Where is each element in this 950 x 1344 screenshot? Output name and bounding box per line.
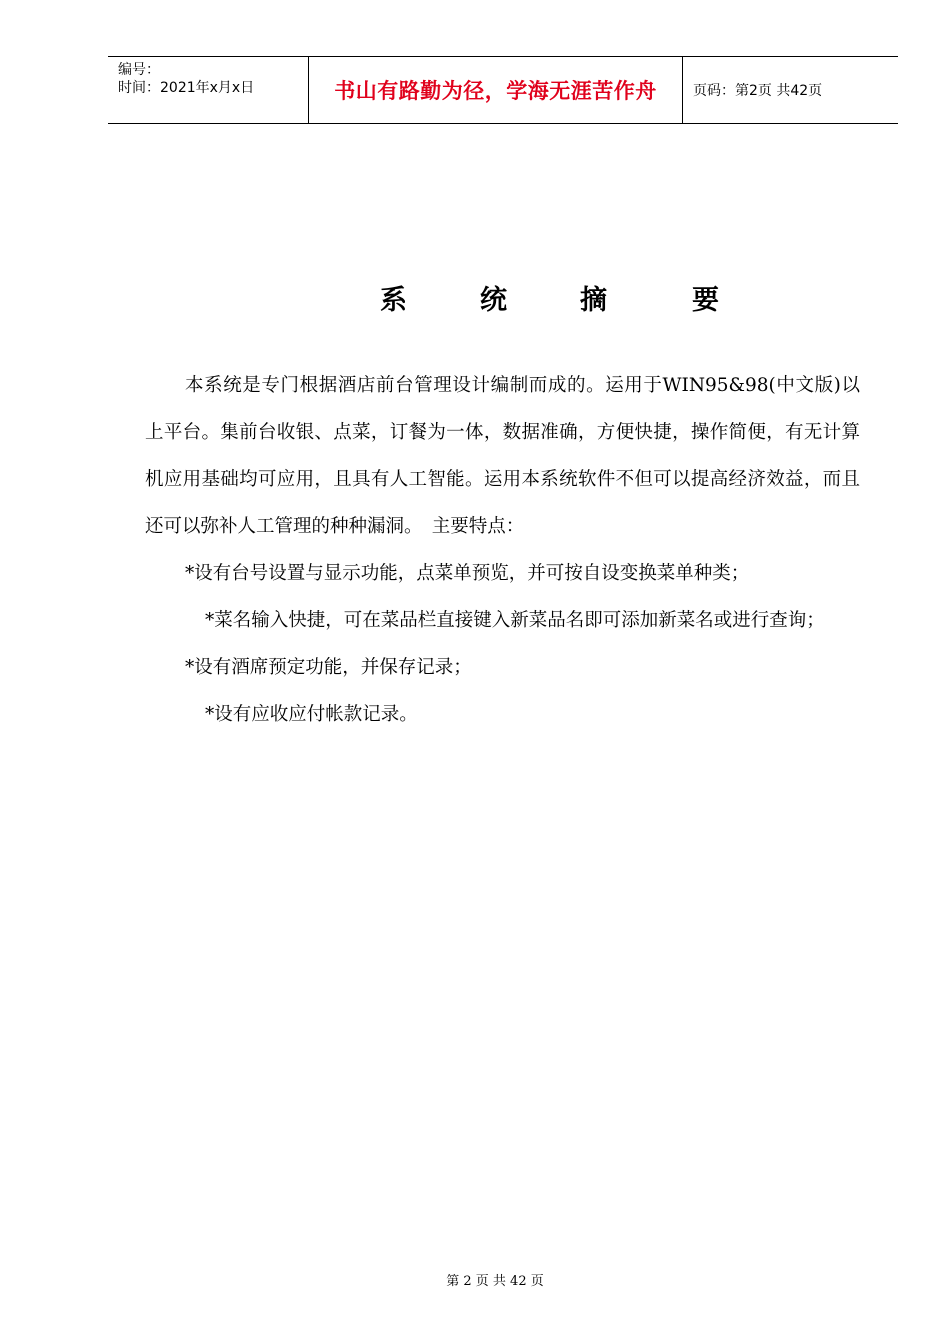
title-char-2: 统 <box>480 285 507 316</box>
feature-item-2: *菜名输入快捷，可在菜品栏直接键入新菜品名即可添加新菜名或进行查询； <box>205 610 825 631</box>
title-char-1: 系 <box>380 285 407 316</box>
document-body <box>145 362 860 738</box>
title-char-3: 摘 <box>580 285 607 316</box>
header-motto: 书山有路勤为径，学海无涯苦作舟 <box>309 57 683 123</box>
page-footer: 第 2 页 共 42 页 <box>446 1274 544 1289</box>
page-header <box>108 56 898 124</box>
intro-paragraph: 本系统是专门根据酒店前台管理设计编制而成的。运用于WIN95&98(中文版)以上平台。集前台收银、点菜，订餐为一体，数据准确，方便快捷，操作简便，有无计算机应用基础均可应用，且具有人工智能。运用本系统软件不但可以提高经济效益，而且还可以弥补人工管理的种种漏洞。 主要特点： <box>145 375 860 537</box>
header-page-info: 页码：第2页 共42页 <box>693 83 823 99</box>
document-number-label: 编号： <box>118 62 160 78</box>
feature-item-4: *设有应收应付帐款记录。 <box>205 704 418 725</box>
header-meta <box>108 57 309 123</box>
title-char-4: 要 <box>692 285 719 316</box>
document-title <box>380 278 780 317</box>
feature-item-3: *设有酒席预定功能，并保存记录； <box>185 657 472 678</box>
document-time-label: 时间：2021年x月x日 <box>118 80 255 96</box>
feature-item-1: *设有台号设置与显示功能，点菜单预览，并可按自设变换菜单种类； <box>185 563 750 584</box>
